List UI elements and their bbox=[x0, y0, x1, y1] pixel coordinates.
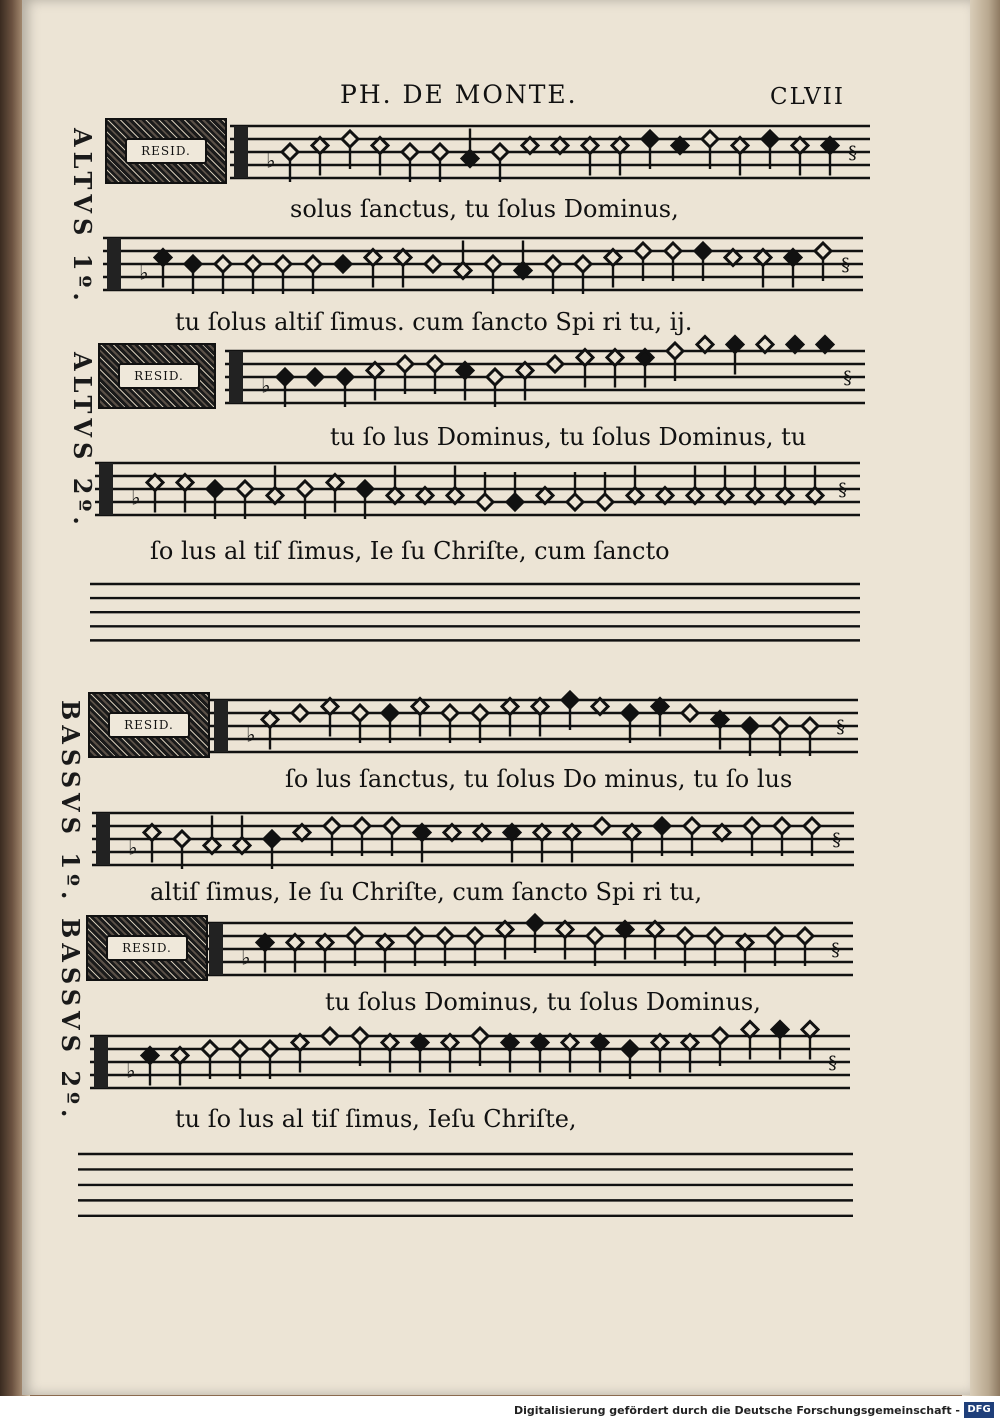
note-mark bbox=[317, 935, 333, 973]
note-mark bbox=[665, 243, 681, 281]
note-mark bbox=[527, 915, 543, 953]
note-mark bbox=[515, 241, 531, 279]
note-mark bbox=[234, 816, 250, 854]
resid-label: RESID. bbox=[118, 363, 200, 389]
note-mark bbox=[245, 256, 261, 294]
note-mark bbox=[637, 350, 653, 388]
note-mark bbox=[412, 1035, 428, 1073]
clef-sign bbox=[229, 351, 243, 403]
note-mark bbox=[207, 481, 223, 519]
note-mark bbox=[425, 256, 441, 272]
note-mark bbox=[305, 256, 321, 294]
note-mark bbox=[432, 144, 448, 182]
note-mark bbox=[797, 928, 813, 966]
note-mark bbox=[582, 138, 598, 176]
note-mark bbox=[365, 250, 381, 288]
note-mark bbox=[742, 718, 758, 756]
note-mark bbox=[492, 144, 508, 182]
lyric-line: tu ſo lus Dominus, tu ſolus Dominus, tu bbox=[330, 423, 807, 451]
note-mark bbox=[297, 481, 313, 519]
note-mark bbox=[312, 138, 328, 176]
note-mark bbox=[277, 369, 293, 407]
note-mark bbox=[717, 466, 733, 504]
note-mark bbox=[624, 825, 640, 863]
lyric-line: solus ſanctus, tu ſolus Dominus, bbox=[290, 195, 679, 223]
note-mark bbox=[635, 243, 651, 281]
resid-ornament bbox=[98, 343, 216, 409]
note-mark bbox=[322, 699, 338, 737]
lyric-line: tu ſolus Dominus, tu ſolus Dominus, bbox=[325, 988, 761, 1016]
note-mark bbox=[742, 1022, 758, 1060]
staff-empty-1 bbox=[90, 580, 860, 642]
note-mark bbox=[562, 1035, 578, 1073]
custos-sign: § bbox=[838, 479, 847, 501]
note-mark bbox=[804, 818, 820, 856]
note-mark bbox=[485, 256, 501, 294]
staff-bassus-2a bbox=[205, 915, 853, 990]
note-mark bbox=[215, 256, 231, 294]
note-mark bbox=[772, 718, 788, 756]
note-mark bbox=[707, 928, 723, 966]
note-mark bbox=[687, 466, 703, 504]
note-mark bbox=[677, 928, 693, 966]
note-mark bbox=[335, 256, 351, 272]
note-mark bbox=[772, 1022, 788, 1060]
clef-sign bbox=[214, 700, 228, 752]
note-mark bbox=[567, 472, 583, 510]
flat-sign: ♭ bbox=[246, 722, 256, 747]
custos-sign: § bbox=[828, 1052, 837, 1074]
note-mark bbox=[777, 466, 793, 504]
note-mark bbox=[324, 818, 340, 856]
note-mark bbox=[397, 356, 413, 394]
flat-sign: ♭ bbox=[266, 148, 276, 173]
note-mark bbox=[502, 1035, 518, 1073]
note-mark bbox=[755, 250, 771, 288]
resid-ornament bbox=[105, 118, 227, 184]
note-mark bbox=[185, 256, 201, 294]
note-mark bbox=[822, 138, 838, 176]
note-mark bbox=[597, 472, 613, 510]
custos-sign: § bbox=[843, 367, 852, 389]
note-mark bbox=[517, 363, 533, 401]
note-mark bbox=[727, 337, 743, 375]
page-title: PH. DE MONTE. bbox=[340, 80, 578, 109]
note-mark bbox=[174, 831, 190, 869]
flat-sign: ♭ bbox=[261, 373, 271, 398]
clef-sign bbox=[107, 238, 121, 290]
note-mark bbox=[547, 356, 563, 372]
custos-sign: § bbox=[848, 142, 857, 164]
note-mark bbox=[504, 825, 520, 863]
note-mark bbox=[605, 250, 621, 288]
folio-number: CLVII bbox=[770, 84, 845, 110]
note-mark bbox=[367, 363, 383, 401]
footer-credit: Digitalisierung gefördert durch die Deutsche Forschungsgemeinschaft - bbox=[513, 1404, 960, 1417]
note-mark bbox=[412, 699, 428, 737]
note-mark bbox=[307, 369, 323, 385]
note-mark bbox=[275, 256, 291, 294]
note-mark bbox=[382, 705, 398, 743]
note-mark bbox=[292, 1035, 308, 1073]
note-mark bbox=[357, 481, 373, 519]
note-mark bbox=[682, 1035, 698, 1073]
note-mark bbox=[322, 1028, 338, 1044]
staff-altus-2a bbox=[225, 343, 865, 418]
note-mark bbox=[144, 825, 160, 863]
note-mark bbox=[264, 831, 280, 869]
custos-sign: § bbox=[831, 939, 840, 961]
clef-sign bbox=[234, 126, 248, 178]
note-mark bbox=[472, 1028, 488, 1066]
note-mark bbox=[652, 1035, 668, 1073]
resid-ornament bbox=[88, 692, 210, 758]
note-mark bbox=[262, 712, 278, 750]
note-mark bbox=[427, 356, 443, 394]
note-mark bbox=[557, 922, 573, 960]
note-mark bbox=[232, 1041, 248, 1079]
staff-bassus-1b bbox=[92, 805, 854, 880]
note-mark bbox=[442, 705, 458, 743]
lyric-line: tu ſo lus al tiſ ſimus, Ieſu Chriſte, bbox=[175, 1105, 577, 1133]
note-mark bbox=[442, 1035, 458, 1073]
voice-label-bassus-2: BASSVS 2º. bbox=[56, 918, 85, 1123]
note-mark bbox=[237, 481, 253, 519]
note-mark bbox=[287, 935, 303, 973]
note-mark bbox=[337, 369, 353, 407]
lyric-line: altiſ ſimus, Ie ſu Chriſte, cum ſancto Spi ri tu, bbox=[150, 878, 703, 906]
clef-sign bbox=[209, 923, 223, 975]
note-mark bbox=[327, 475, 343, 513]
flat-sign: ♭ bbox=[128, 835, 138, 860]
note-mark bbox=[267, 466, 283, 504]
note-mark bbox=[712, 1028, 728, 1066]
note-mark bbox=[377, 935, 393, 973]
note-mark bbox=[627, 466, 643, 504]
clef-sign bbox=[99, 463, 113, 515]
staff-altus-1a bbox=[230, 118, 870, 193]
flat-sign: ♭ bbox=[139, 260, 149, 285]
note-mark bbox=[607, 350, 623, 388]
note-mark bbox=[654, 818, 670, 856]
note-mark bbox=[342, 131, 358, 169]
note-mark bbox=[647, 922, 663, 960]
note-mark bbox=[747, 466, 763, 504]
note-mark bbox=[532, 699, 548, 737]
note-mark bbox=[352, 1028, 368, 1066]
note-mark bbox=[577, 350, 593, 388]
staff-bassus-1a bbox=[210, 692, 858, 767]
note-mark bbox=[792, 138, 808, 176]
note-mark bbox=[395, 250, 411, 288]
note-mark bbox=[502, 699, 518, 737]
note-mark bbox=[622, 1041, 638, 1079]
note-mark bbox=[802, 1022, 818, 1060]
note-mark bbox=[594, 818, 610, 834]
note-mark bbox=[407, 928, 423, 966]
note-mark bbox=[712, 712, 728, 750]
note-mark bbox=[667, 343, 683, 381]
note-mark bbox=[257, 935, 273, 973]
note-mark bbox=[652, 699, 668, 737]
note-mark bbox=[372, 138, 388, 176]
custos-sign: § bbox=[841, 254, 850, 276]
note-mark bbox=[347, 928, 363, 966]
voice-label-bassus-1: BASSVS 1º. bbox=[56, 700, 85, 905]
note-mark bbox=[684, 818, 700, 856]
note-mark bbox=[202, 1041, 218, 1079]
clef-sign bbox=[94, 1036, 108, 1088]
clef-sign bbox=[96, 813, 110, 865]
note-mark bbox=[532, 1035, 548, 1073]
note-mark bbox=[702, 131, 718, 169]
note-mark bbox=[732, 138, 748, 176]
staff-bassus-2b bbox=[90, 1028, 850, 1103]
flat-sign: ♭ bbox=[131, 485, 141, 510]
note-mark bbox=[457, 363, 473, 401]
staff-empty-2 bbox=[78, 1150, 853, 1218]
note-mark bbox=[477, 472, 493, 510]
flat-sign: ♭ bbox=[126, 1058, 136, 1083]
lyric-line: ſo lus ſanctus, tu ſolus Do minus, tu ſo lus bbox=[285, 765, 793, 793]
note-mark bbox=[204, 816, 220, 854]
note-mark bbox=[612, 138, 628, 176]
note-mark bbox=[497, 922, 513, 960]
note-mark bbox=[785, 250, 801, 288]
note-mark bbox=[802, 718, 818, 756]
custos-sign: § bbox=[832, 829, 841, 851]
custos-sign: § bbox=[836, 716, 845, 738]
note-mark bbox=[545, 256, 561, 294]
note-mark bbox=[562, 692, 578, 730]
note-mark bbox=[807, 466, 823, 504]
note-mark bbox=[172, 1048, 188, 1086]
note-mark bbox=[695, 243, 711, 281]
note-mark bbox=[142, 1048, 158, 1086]
staff-altus-2b bbox=[95, 455, 860, 530]
note-mark bbox=[437, 928, 453, 966]
note-mark bbox=[774, 818, 790, 856]
note-mark bbox=[455, 241, 471, 279]
note-mark bbox=[147, 475, 163, 513]
note-mark bbox=[564, 825, 580, 863]
note-mark bbox=[472, 705, 488, 743]
staff-altus-1b bbox=[103, 230, 863, 305]
note-mark bbox=[262, 1041, 278, 1079]
note-mark bbox=[282, 144, 298, 182]
note-mark bbox=[592, 1035, 608, 1073]
note-mark bbox=[467, 928, 483, 966]
resid-label: RESID. bbox=[108, 712, 190, 738]
note-mark bbox=[737, 935, 753, 973]
lyric-line: tu ſolus altiſ ſimus. cum ſancto Spi ri tu, ij. bbox=[175, 308, 693, 336]
note-mark bbox=[447, 466, 463, 504]
note-mark bbox=[155, 250, 171, 288]
resid-label: RESID. bbox=[106, 935, 188, 961]
note-mark bbox=[642, 131, 658, 169]
note-mark bbox=[292, 705, 308, 721]
note-mark bbox=[744, 818, 760, 856]
note-mark bbox=[382, 1035, 398, 1073]
note-mark bbox=[507, 472, 523, 510]
dfg-logo: DFG bbox=[964, 1402, 994, 1418]
note-mark bbox=[815, 243, 831, 281]
note-mark bbox=[177, 475, 193, 513]
note-mark bbox=[414, 825, 430, 863]
note-mark bbox=[352, 705, 368, 743]
note-mark bbox=[354, 818, 370, 856]
note-mark bbox=[622, 705, 638, 743]
note-mark bbox=[402, 144, 418, 182]
note-mark bbox=[384, 818, 400, 856]
note-mark bbox=[682, 705, 698, 721]
note-mark bbox=[762, 131, 778, 169]
voice-label-altus-1: ALTVS 1º. bbox=[68, 128, 97, 306]
note-mark bbox=[767, 928, 783, 966]
lyric-line: ſo lus al tiſ ſimus, Ie ſu Chriſte, cum ſancto bbox=[150, 537, 670, 565]
note-mark bbox=[487, 369, 503, 407]
note-mark bbox=[617, 922, 633, 960]
flat-sign: ♭ bbox=[241, 945, 251, 970]
note-mark bbox=[534, 825, 550, 863]
resid-label: RESID. bbox=[125, 138, 207, 164]
note-mark bbox=[587, 928, 603, 966]
resid-ornament bbox=[86, 915, 208, 981]
note-mark bbox=[575, 256, 591, 294]
voice-label-altus-2: ALTVS 2º. bbox=[68, 352, 97, 530]
note-mark bbox=[387, 466, 403, 504]
note-mark bbox=[462, 129, 478, 167]
